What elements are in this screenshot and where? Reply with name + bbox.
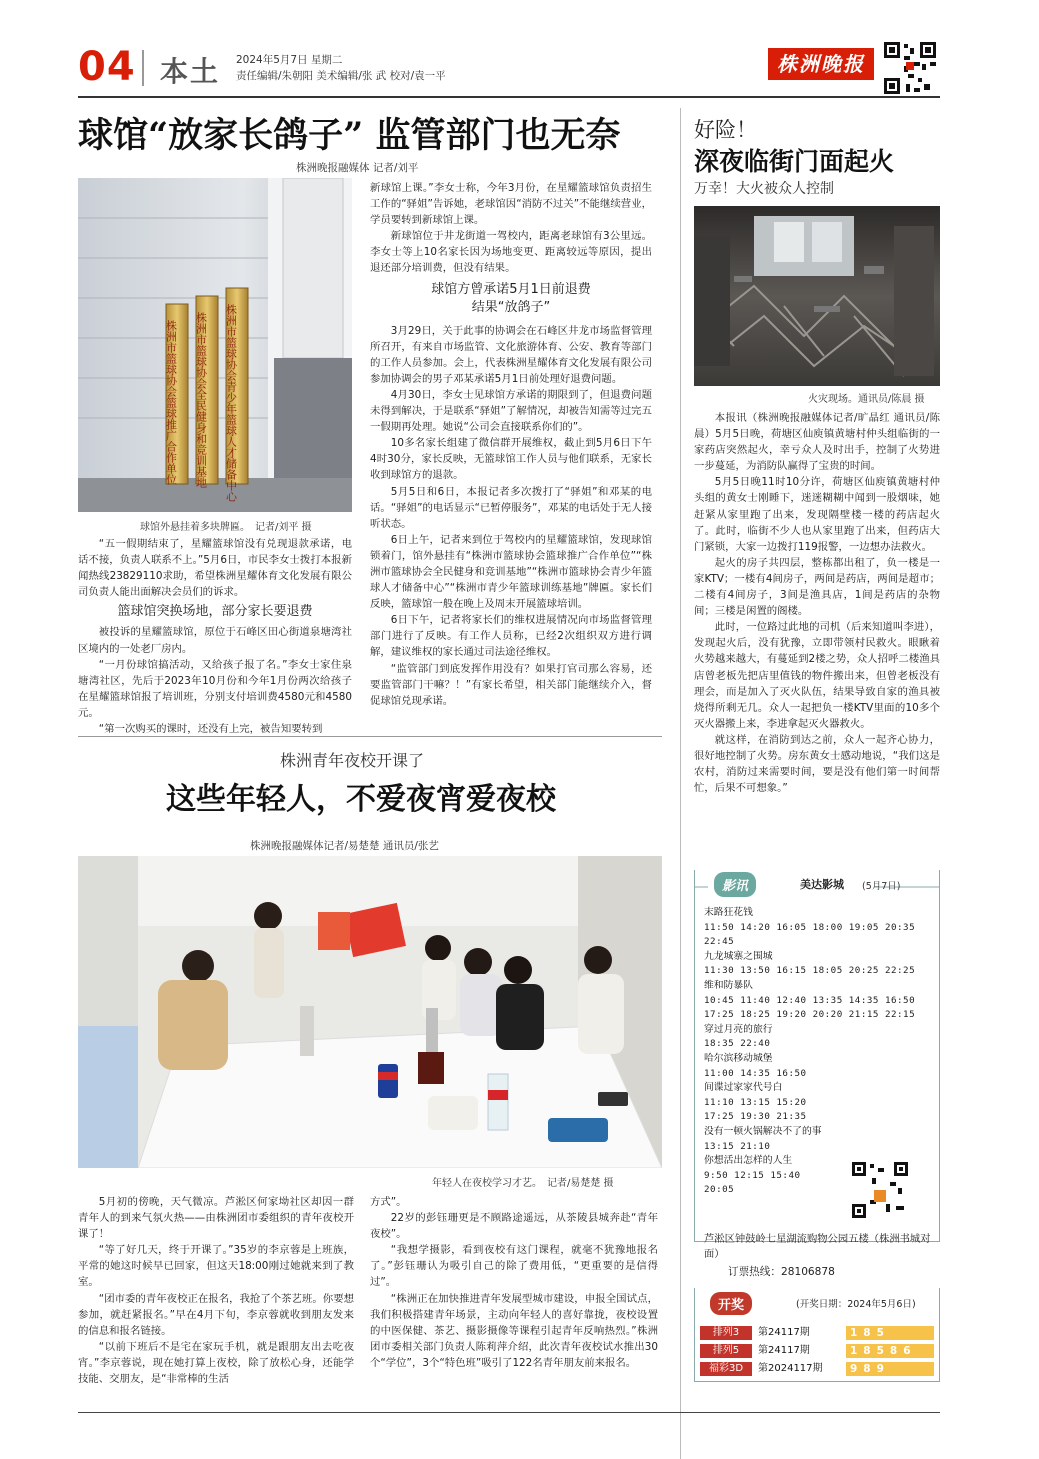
film-showtimes: 20:05 bbox=[704, 1184, 735, 1196]
cinema-qr-code-icon bbox=[850, 1160, 928, 1220]
article1-photo-caption: 球馆外悬挂着多块牌匾。 记者/刘平 摄 bbox=[140, 522, 312, 533]
lottery-issue: 第2024117期 bbox=[758, 1363, 823, 1374]
paragraph: “等了好几天，终于开课了。”35岁的李京蓉是上班族，平常的她这时候早已回家，但这天18:00刚过她就来到了教室。 bbox=[78, 1244, 354, 1289]
paragraph: “监管部门到底发挥作用没有？如果打官司那么容易，还要监管部门干嘛？！”有家长希望，相关部门能继续介入，督促球馆兑现承诺。 bbox=[370, 662, 652, 707]
article2-body bbox=[694, 410, 940, 796]
film-showtimes: 11:30 13:50 16:15 18:05 20:25 22:25 bbox=[704, 965, 916, 977]
qr-code-icon bbox=[882, 40, 938, 96]
article1-subhead2 bbox=[370, 281, 652, 317]
film-title: 维和防暴队 bbox=[704, 979, 753, 991]
lottery-name: 排列5 bbox=[700, 1344, 752, 1358]
article2-title: 深夜临街门面起火 bbox=[694, 147, 895, 176]
paragraph: 起火的房子共四层，整栋都出租了，负一楼是一家KTV；一楼有4间房子，两间是药店，两间是超市；二楼有4间房子，3间是渔具店，1间是药店的杂物间；三楼是闲置的阁楼。 bbox=[694, 556, 940, 618]
film-title: 哈尔滨移动城堡 bbox=[704, 1052, 773, 1064]
paragraph: 5月初的傍晚，天气微凉。芦淞区何家坳社区却因一群青年人的到来气氛火热——由株洲团市委组织的青年夜校开课了！ bbox=[78, 1196, 354, 1241]
lottery-row bbox=[700, 1326, 936, 1340]
paragraph: 6日上午，记者来到位于驾校内的星耀篮球馆，发现球馆锁着门，馆外悬挂有“株洲市篮球协会篮球推广合作单位”“株洲市篮球协会全民健身和竞训基地”“株洲市篮球协会青少年篮球人才储备中心”“株洲市青少年篮球训练基地”牌匾。家长们反映，篮球馆一般在晚上及周末开展篮球培训。 bbox=[370, 533, 652, 611]
cinema-hotline: 订票热线：28106878 bbox=[728, 1266, 835, 1278]
paragraph: 5月5日晚11时10分许，荷塘区仙庾镇黄塘村仲头组的黄女士刚睡下，迷迷糊糊中闻到一股烟味，她赶紧从家里跑了出来，发现隔壁楼一楼的药店起火了。此时，临街不少人也从家里跑了出来，但药店大门紧锁，大家一边拨打119报警，一边想办法救火。 bbox=[694, 476, 940, 553]
lottery-name: 排列3 bbox=[700, 1326, 752, 1340]
masthead-separator bbox=[142, 50, 144, 86]
paragraph: 被投诉的星耀篮球馆，原位于石峰区田心街道泉塘湾社区境内的一处老厂房内。 bbox=[78, 626, 352, 655]
bottom-rule bbox=[78, 1412, 940, 1413]
article3-title: 这些年轻人，不爱夜宵爱夜校 bbox=[166, 782, 556, 817]
article3-kicker: 株洲青年夜校开课了 bbox=[280, 751, 425, 770]
lottery-numbers: 18586 bbox=[846, 1344, 934, 1358]
article2-photo-caption: 火灾现场。通讯员/陈晨 摄 bbox=[808, 394, 925, 405]
article1-title: 球馆“放家长鸽子” 监管部门也无奈 bbox=[78, 115, 621, 156]
lottery-name: 福彩3D bbox=[700, 1362, 752, 1376]
sign-1: 株洲市篮球协会篮球推广合作单位 bbox=[164, 320, 178, 485]
film-showtimes: 22:45 bbox=[704, 936, 735, 948]
film-showtimes: 17:25 19:30 21:35 bbox=[704, 1111, 807, 1123]
article3-byline: 株洲晚报融媒体记者/易楚楚 通讯员/张艺 bbox=[250, 840, 439, 852]
film-title: 九龙城寨之围城 bbox=[704, 950, 773, 962]
article3-photo-caption: 年轻人在夜校学习才艺。 记者/易楚楚 摄 bbox=[432, 1178, 614, 1189]
page-number: 04 bbox=[78, 44, 136, 90]
lottery-issue: 第24117期 bbox=[758, 1327, 810, 1338]
lottery-row bbox=[700, 1344, 936, 1358]
lottery-issue: 第24117期 bbox=[758, 1345, 810, 1356]
paragraph: 5月5日和6日，本报记者多次拨打了“驿姐”和邓某的电话。“驿姐”的电话显示“已暂停服务”，邓某的电话处于无人接听状态。 bbox=[370, 485, 652, 530]
article1-subhead1: 篮球馆突换场地，部分家长要退费 bbox=[117, 604, 313, 620]
cinema-schedule bbox=[704, 906, 934, 1198]
paragraph: 方式”。 bbox=[370, 1196, 407, 1208]
subhead-line: 球馆方曾承诺5月1日前退费 bbox=[431, 281, 591, 297]
article2-fire-photo bbox=[694, 206, 940, 386]
article3-classroom-photo bbox=[78, 856, 662, 1168]
paragraph: 新球馆位于井龙街道一驾校内，距离老球馆有3公里远。李女士等上10名家长因为场地变更、距离较远等原因，提出退还部分培训费，但没有结果。 bbox=[370, 230, 652, 275]
editor-credits: 责任编辑/朱朝阳 美术编辑/张 武 校对/袁一平 bbox=[236, 70, 446, 82]
film-title: 间谍过家家代号白 bbox=[704, 1082, 783, 1094]
article3-left-column bbox=[78, 1194, 354, 1387]
cinema-date: (5月7日) bbox=[862, 881, 901, 892]
masthead-rule bbox=[78, 96, 940, 98]
paragraph: “以前下班后不是宅在家玩手机，就是跟朋友出去吃夜宵。”李京蓉说，现在她打算上夜校，除了放松心身，还能学技能、交朋友，是“非常棒的生活 bbox=[78, 1340, 354, 1386]
article1-right-column bbox=[370, 180, 652, 709]
lottery-numbers: 185 bbox=[846, 1326, 934, 1340]
sign-2: 株洲市篮球协会全民健身和竞训基地 bbox=[194, 312, 208, 488]
film-showtimes: 11:10 13:15 15:20 bbox=[704, 1096, 807, 1108]
sign-3: 株洲市篮球协会青少年篮球人才储备中心 bbox=[224, 304, 238, 502]
lottery-date: (开奖日期：2024年5月6日) bbox=[796, 1299, 916, 1310]
paragraph: 6日下午，记者将家长们的维权进展情况向市场监督管理部门进行了反映。有工作人员称，已经2次组织双方进行调解，建议维权的家长通过司法途径维权。 bbox=[370, 614, 652, 659]
paragraph: “五一假期结束了，星耀篮球馆没有兑现退款承诺，电话不接，负责人联系不上。”5月6日，市民李女士拨打本报新闻热线23829110求助，希望株洲星耀体育文化发展有限公司负责人能出面解决会员们的诉求。 bbox=[78, 538, 352, 599]
film-showtimes: 9:50 12:15 15:40 bbox=[704, 1169, 801, 1181]
film-title: 穿过月亮的旅行 bbox=[704, 1023, 773, 1035]
cinema-tag: 影讯 bbox=[714, 872, 756, 897]
film-title: 没有一顿火锅解决不了的事 bbox=[704, 1125, 822, 1137]
paragraph: 3月29日，关于此事的协调会在石峰区井龙市场监督管理所召开，有来自市场监管、文化旅游体育、公安、教育等部门的工作人员参加。会上，代表株洲星耀体育文化发展有限公司参加协调会的男子邓某承诺5月1日前处理好退费问题。 bbox=[370, 324, 652, 385]
lottery-numbers: 989 bbox=[846, 1362, 934, 1376]
paragraph: 22岁的彭钰珊更是不顾路途遥远，从茶陵县城奔赴“青年夜校”。 bbox=[370, 1212, 658, 1241]
paragraph: 本报讯（株洲晚报融媒体记者/旷晶红 通讯员/陈晨）5月5日晚，荷塘区仙庾镇黄塘村仲头组临街的一家药店突然起火，幸亏众人及时出手，控制了火势进一步蔓延，为消防队赢得了宝贵的时间。 bbox=[694, 412, 940, 473]
column-separator bbox=[680, 108, 681, 1459]
subhead-line: 结果“放鸽子” bbox=[471, 299, 551, 315]
cinema-name: 美达影城 bbox=[800, 878, 844, 891]
film-title: 你想活出怎样的人生 bbox=[704, 1155, 793, 1167]
lottery-tag: 开奖 bbox=[710, 1292, 752, 1315]
paragraph: 新球馆上课。”李女士称，今年3月份，在星耀篮球馆负责招生工作的“驿姐”告诉她，老球馆因“消防不过关”不能继续营业，学员要转到新球馆上课。 bbox=[370, 182, 652, 227]
film-showtimes: 11:00 14:35 16:50 bbox=[704, 1067, 807, 1079]
cinema-address: 芦淞区钟鼓岭七星湖流购物公园五楼（株洲书城对面） bbox=[704, 1233, 931, 1260]
newspaper-logo: 株洲晚报 bbox=[768, 48, 874, 80]
paragraph: “我想学摄影，看到夜校有这门课程，就毫不犹豫地报名了。”彭钰珊认为吸引自己的除了费用低，“更重要的是信得过”。 bbox=[370, 1244, 658, 1289]
paragraph: 就这样，在消防到达之前，众人一起齐心协力，很好地控制了火势。房东黄女士感动地说，“我们这是农村，消防过来需要时间，要是没有他们第一时间帮忙，后果不可想象。” bbox=[694, 733, 940, 795]
paragraph: “团市委的青年夜校正在报名，我抢了个茶艺班。你要想参加，就赶紧报名。”早在4月下旬，李京蓉就收到朋友发来的信息和报名链接。 bbox=[78, 1292, 354, 1337]
paragraph: 4月30日，李女士见球馆方承诺的期限到了，但退费问题未得到解决，于是联系“驿姐”了解情况，却被告知需等过完五一假期再处理。她说“公司会直接联系你们的”。 bbox=[370, 388, 652, 434]
paragraph: “一月份球馆搞活动，又给孩子报了名。”李女士家住泉塘湾社区，先后于2023年10月份和今年1月份两次给孩子在星耀篮球馆报了培训班，分别支付培训费4580元和4580元。 bbox=[78, 658, 352, 719]
article1-photo bbox=[78, 178, 352, 512]
paragraph: 此时，一位路过此地的司机（后来知道叫李进），发现起火后，没有犹豫，立即带领村民救火。眼瞅着火势越来越大，有蔓延到2楼之势，众人招呼二楼渔具店曾老板先把店里值钱的物件搬出来，但曾老板没有理会，而是加入了灭火队伍，结果导致自家的渔具被烧得所剩无几。众人一起把负一楼KTV里面的10多个灭火器搬上来，李进拿起灭火器救火。 bbox=[694, 621, 940, 730]
article1-left-column bbox=[78, 536, 352, 737]
article1-byline: 株洲晚报融媒体 记者/刘平 bbox=[296, 162, 419, 174]
film-showtimes: 17:25 18:25 19:20 20:20 21:15 22:15 bbox=[704, 1009, 916, 1021]
film-showtimes: 18:35 22:40 bbox=[704, 1038, 771, 1050]
section-name: 本土 bbox=[160, 55, 221, 88]
film-showtimes: 13:15 21:10 bbox=[704, 1140, 771, 1152]
article3-top-rule bbox=[78, 736, 662, 737]
article2-kicker: 好险！ bbox=[694, 118, 757, 142]
article2-subtitle: 万幸！大火被众人控制 bbox=[694, 181, 834, 197]
paragraph: “第一次购买的课时，还没有上完，被告知要转到 bbox=[98, 723, 323, 736]
paragraph: 10多名家长组建了微信群开展维权，截止到5月6日下午4时30分，家长反映，无篮球馆工作人员与他们联系，无家长收到球馆方的退款。 bbox=[370, 437, 652, 482]
lottery-row bbox=[700, 1362, 936, 1376]
issue-date: 2024年5月7日 星期二 bbox=[236, 54, 343, 66]
film-showtimes: 11:50 14:20 16:05 18:00 19:05 20:35 bbox=[704, 921, 916, 933]
film-showtimes: 10:45 11:40 12:40 13:35 14:35 16:50 bbox=[704, 994, 916, 1006]
paragraph: “株洲正在加快推进青年发展型城市建设，申报全国试点，我们积极搭建青年场景，主动向年轻人的喜好靠拢，夜校设置的中医保健、茶艺、摄影摄像等课程引起青年反响热烈。”株洲团市委相关部门负责人陈莉萍介绍，此次青年夜校试水推出30个“学位”，3个“特色班”吸引了122名青年朋友前来报名。 bbox=[370, 1292, 658, 1369]
film-title: 末路狂花钱 bbox=[704, 907, 753, 918]
article3-right-column bbox=[370, 1194, 658, 1371]
